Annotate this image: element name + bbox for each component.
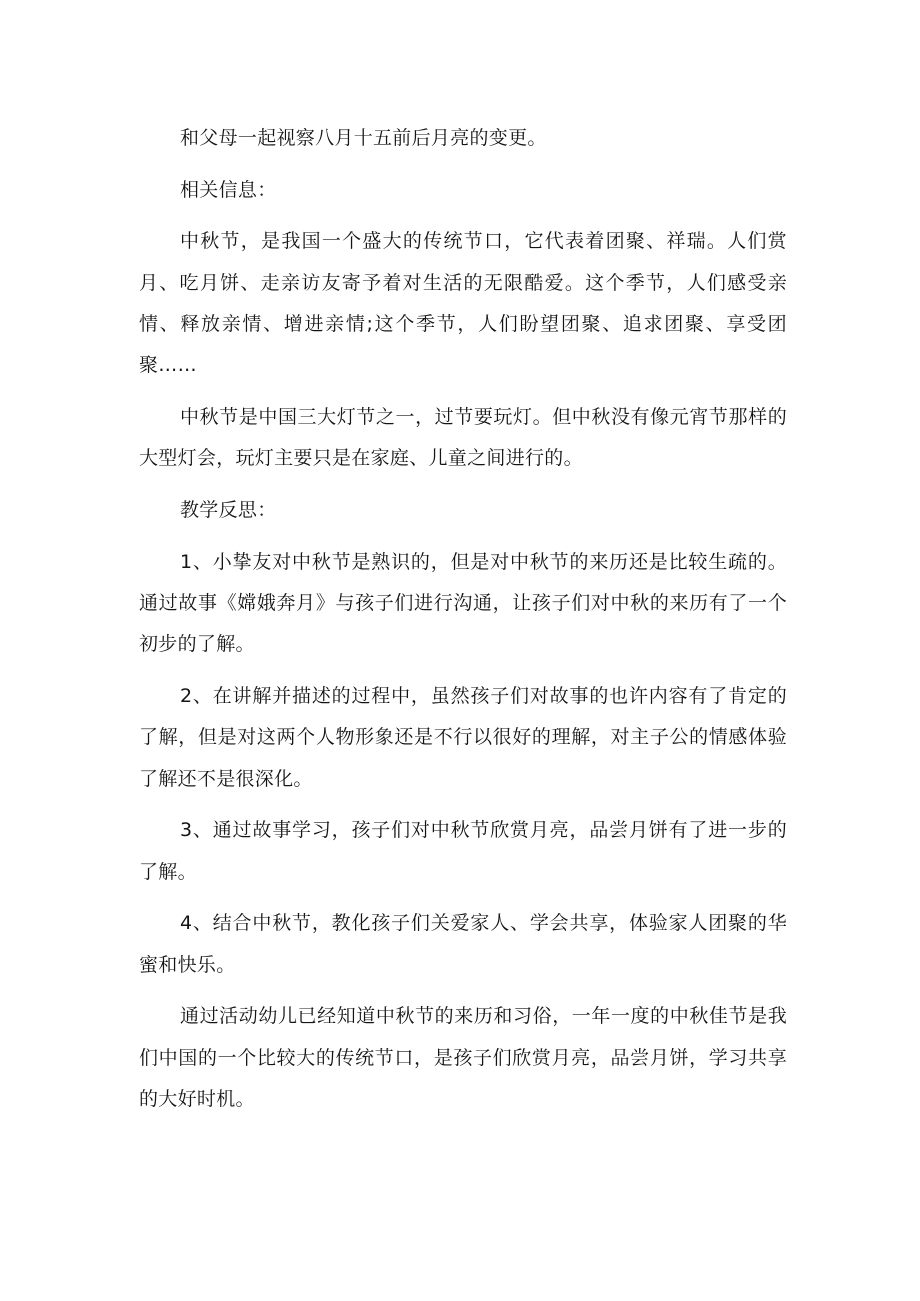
reflection-item-1: 1、小挚友对中秋节是熟识的，但是对中秋节的来历还是比较生疏的。通过故事《嫦娥奔月》与孩子们进行沟通，让孩子们对中秋的来历有了一个初步的了解。 bbox=[139, 550, 787, 656]
reflection-item-2: 2、在讲解并描述的过程中，虽然孩子们对故事的也许内容有了肯定的了解，但是对这两个人物形象还是不行以很好的理解，对主子公的情感体验了解还不是很深化。 bbox=[139, 685, 787, 790]
paragraph-conclusion: 通过活动幼儿已经知道中秋节的来历和习俗，一年一度的中秋佳节是我们中国的一个比较大的传统节口，是孩子们欣赏月亮，品尝月饼，学习共享的大好时机。 bbox=[139, 1005, 787, 1111]
reflection-item-3: 3、通过故事学习，孩子们对中秋节欣赏月亮，品尝月饼有了进一步的了解。 bbox=[139, 819, 787, 883]
reflection-item-4: 4、结合中秋节，教化孩子们关爱家人、学会共享，体验家人团聚的华蜜和快乐。 bbox=[139, 912, 787, 976]
document-body bbox=[139, 118, 787, 1131]
paragraph-festival-intro: 中秋节，是我国一个盛大的传统节口，它代表着团聚、祥瑞。人们赏月、吃月饼、走亲访友寄予着对生活的无限酷爱。这个季节，人们感受亲情、释放亲情、增进亲情;这个季节，人们盼望团聚、追求团聚、享受团聚…… bbox=[139, 230, 787, 377]
paragraph-lantern-festival: 中秋节是中国三大灯节之一，过节要玩灯。但中秋没有像元宵节那样的大型灯会，玩灯主要只是在家庭、儿童之间进行的。 bbox=[139, 406, 787, 470]
heading-teaching-reflection: 教学反思： bbox=[180, 499, 277, 521]
heading-related-info: 相关信息： bbox=[180, 178, 277, 201]
paragraph-observe-moon: 和父母一起视察八月十五前后月亮的变更。 bbox=[180, 127, 547, 149]
